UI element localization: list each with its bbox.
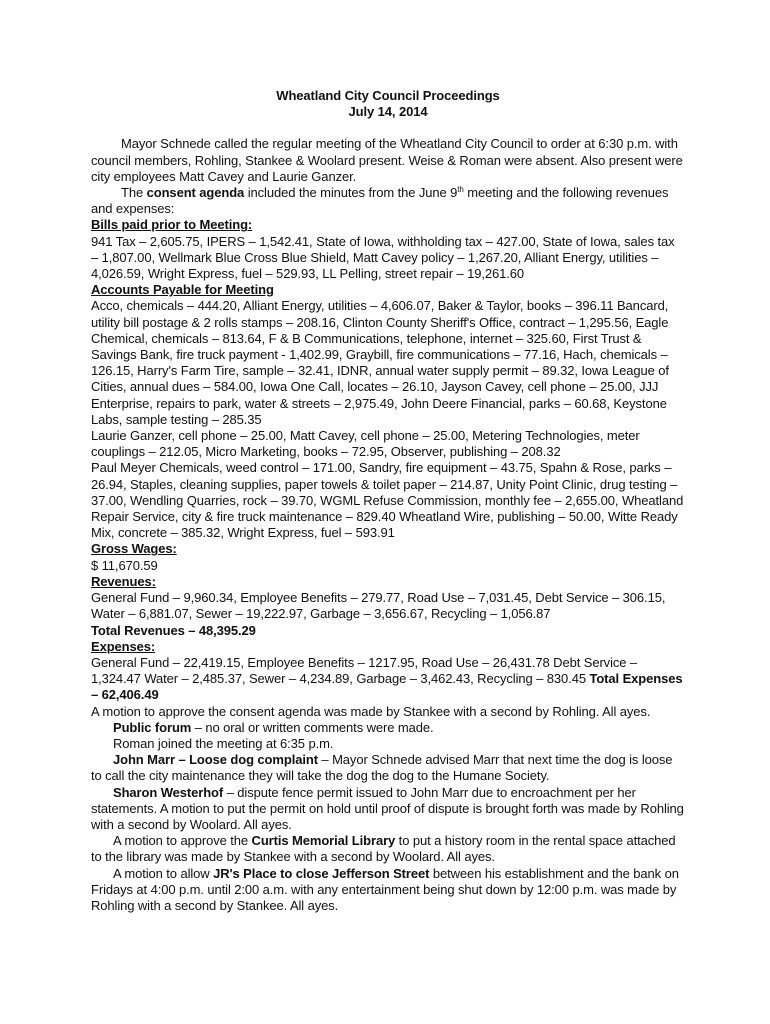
spacer [91,120,685,136]
consent-agenda-paragraph: The consent agenda included the minutes from the June 9th meeting and the following revenues and expenses: [91,185,669,217]
document-title: Wheatland City Council Proceedings [276,88,500,103]
gross-wages-value: $ 11,670.59 [91,557,158,573]
intro-paragraph: Mayor Schnede called the regular meeting of the Wheatland City Council to order at 6:30 p.m. with council members, Rohling, Stankee & Woolard present. Weise & Roman were absent. Also present were city employees Matt Cavey and Laurie Ganzer. [91,136,683,184]
gross-wages-heading: Gross Wages: [91,541,177,557]
bills-prior-text: 941 Tax – 2,605.75, IPERS – 1,542.41, State of Iowa, withholding tax – 427.00, State of Iowa, sales tax – 1,807.00, Wellmark Blue Cross Blue Shield, Matt Cavey policy – 1,267.20, Alliant Energy, utilities – 4,026.59, Wright Express, fuel – 529.93, LL Pelling, street repair – 19,261.60 [91,233,675,282]
accounts-payable-para1: Acco, chemicals – 444.20, Alliant Energy, utilities – 4,606.07, Baker & Taylor, books – 396.11 Bancard, utility bill postage & 2 rolls stamps – 208.16, Clinton County Sheriff's Office, contract – 1,295.56, Eagle Chemical, chemicals – 813.64, F & B Communications, telephone, internet – 325.60, First Trust & Savings Bank, fire truck payment - 1,402.99, Graybill, fire communications – 77.16, Hach, chemicals – 126.15, Harry's Farm Tire, sample – 32.41, IDNR, annual water supply permit – 89.32, Iowa League of Cities, annual dues – 584.00, Iowa One Call, locates – 26.10, Jayson Cavey, cell phone – 25.00, JJJ Enterprise, repairs to park, water & streets – 2,975.49, John Deere Financial, parks – 60.68, Keystone Labs, sample testing – 285.35 [91,298,669,427]
westerhof-dispute: Sharon Westerhof – dispute fence permit issued to John Marr due to encroachment per her statements. A motion to put the permit on hold until proof of dispute is brought forth was made by Rohling with a second by Woolard. All ayes. [91,784,684,832]
accounts-payable-para3: Paul Meyer Chemicals, weed control – 171.00, Sandry, fire equipment – 43.75, Spahn & Rose, parks – 26.94, Staples, cleaning supplies, paper towels & toilet paper – 214.87, Unity Point Clinic, drug testing – 37.00, Wendling Quarries, rock – 39.70, WGML Refuse Commission, monthly fee – 2,655.00, Wheatland Repair Service, city & fire truck maintenance – 829.40 Wheatland Wire, publishing – 50.00, Witte Ready Mix, concrete – 385.32, Wright Express, fuel – 593.91 [91,460,684,541]
total-expenses: Total Expenses – 62,406.49 [91,671,683,703]
public-forum: Public forum – no oral or written comments were made. [113,719,434,735]
bills-prior-heading: Bills paid prior to Meeting: [91,217,253,233]
accounts-payable-heading: Accounts Payable for Meeting [91,282,274,298]
consent-motion: A motion to approve the consent agenda was made by Stankee with a second by Rohling. All ayes. [91,703,651,719]
total-revenues: Total Revenues – 48,395.29 [91,622,256,638]
document-page [91,88,685,914]
document-date: July 14, 2014 [348,104,428,120]
jrs-place-motion: A motion to allow JR's Place to close Jefferson Street between his establishment and the bank on Fridays at 4:00 p.m. until 2:00 a.m. with any entertainment being shut down by 12:00 p.m. was made by Rohling with a second by Stankee. All ayes. [91,865,679,913]
library-motion: A motion to approve the Curtis Memorial Library to put a history room in the rental space attached to the library was made by Stankee with a second by Woolard. All ayes. [91,833,676,865]
expenses-heading: Expenses: [91,638,156,654]
roman-joined: Roman joined the meeting at 6:35 p.m. [113,735,334,751]
revenues-heading: Revenues: [91,573,156,589]
revenues-text: General Fund – 9,960.34, Employee Benefits – 279.77, Road Use – 7,031.45, Debt Service – 306.15, Water – 6,881.07, Sewer – 19,222.97, Garbage – 3,656.67, Recycling – 1,056.87 [91,590,666,622]
accounts-payable-para2: Laurie Ganzer, cell phone – 25.00, Matt Cavey, cell phone – 25.00, Metering Technologies, meter couplings – 212.05, Micro Marketing, books – 72.95, Observer, publishing – 208.32 [91,428,640,460]
marr-complaint: John Marr – Loose dog complaint – Mayor Schnede advised Marr that next time the dog is loose to call the city maintenance they will take the dog the dog to the Humane Society. [91,752,673,784]
expenses-text: General Fund – 22,419.15, Employee Benefits – 1217.95, Road Use – 26,431.78 Debt Service – 1,324.47 Water – 2,485.37, Sewer – 4,234.89, Garbage – 3,462.43, Recycling – 830.45 Total Expenses – 62,406.49 [91,654,683,703]
